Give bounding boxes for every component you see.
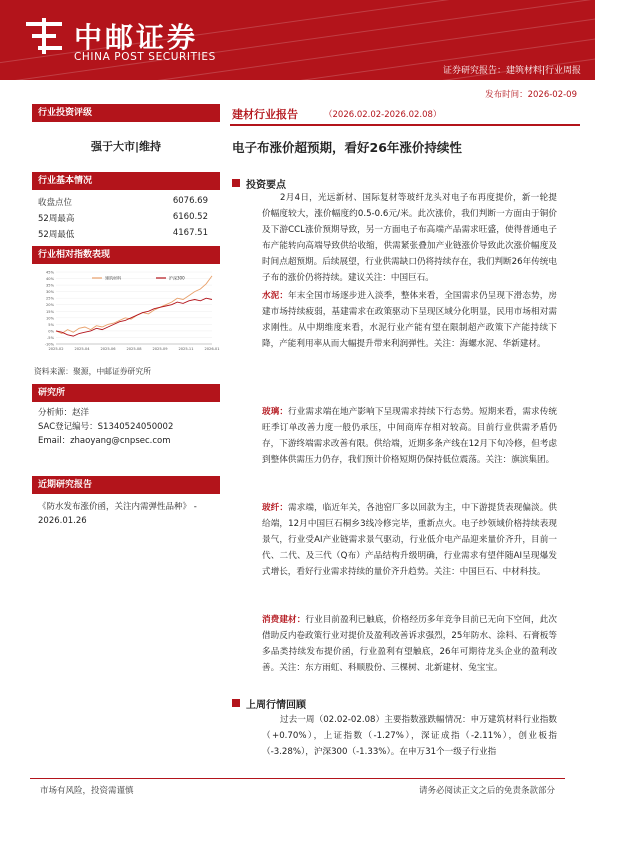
report-main-title: 电子布涨价超预期，看好26年涨价持续性 [232,140,462,155]
basic-row [38,196,214,209]
paragraph-text: 行业目前盈利已触底，价格经历多年竞争目前已无向下空间，此次借助反内卷政策行业对提价及盈利改善诉求强烈，25年防水、涂料、石膏板等多品类持续发布提价函，行业盈利有望触底，26年可期待龙头企业的盈利改善。关注：东方雨虹、科顺股份、三棵树、北新建材、兔宝宝。 [262,615,557,673]
report-category: 证券研究报告：建筑材料|行业周报 [442,66,581,76]
risk-warning: 市场有风险，投资需谨慎 [40,786,134,796]
industry-report-title: 建材行业报告 [232,108,298,121]
basic-row-value: 6160.52 [172,212,208,222]
paragraph-glass-fiber [262,500,557,580]
chart-y-tick-label: 0% [48,329,54,334]
chart-x-tick-label: 2025-11 [178,347,194,351]
disclaimer-note: 请务必阅读正文之后的免责条款部分 [418,786,555,796]
chart-y-tick-label: 20% [46,303,54,308]
section-heading: 上周行情回顾 [246,700,306,711]
analyst-sac: SAC登记编号：S1340524050002 [38,422,174,432]
chart-x-tick-label: 2025-02 [48,347,64,351]
industry-rating: 强于大市|维持 [90,140,162,153]
publish-date: 发布时间：2026-02-09 [485,90,577,100]
paragraph-label: 玻纤： [262,503,289,513]
china-post-logo-icon [22,14,66,58]
basic-row [38,212,214,225]
analyst-heading: 研究所 [32,384,220,402]
section-heading: 投资要点 [246,180,286,191]
paragraph-text: 需求端，临近年关，各池窑厂多以回款为主，中下游提货表现偏淡。供给端，12月中国巨石桐乡3线冷修完毕，重新点火。电子纱领域价格持续表现景气，行业受AI产业链需求景气驱动，行业低介电产品迎来量价齐升，目前一代、二代、及三代（Q布）产品结构升级明确，行业需求有望伴随AI呈现爆发式增长，看好行业需求持续的量价齐升趋势。关注：中国巨石、中材科技。 [262,503,557,577]
report-date-range: （2026.02.02-2026.02.08） [324,110,442,120]
chart-y-tick-label: 35% [46,283,54,288]
recent-reports-heading: 近期研究报告 [32,476,220,494]
chart-y-tick-label: 5% [48,322,54,327]
paragraph-cement [262,288,557,352]
analyst-name: 分析师：赵洋 [38,408,90,418]
paragraph-text: 年末全国市场逐步进入淡季，整体来看，全国需求仍呈现下滑态势，房建市场持续疲弱，基建需求在政策驱动下呈现区域分化明显，民用市场相对需求刚性。从中期维度来看，水泥行业产能有望在限制超产政策下产能持续下降，产能利用率从而大幅提升带来利润弹性。关注：海螺水泥、华新建材。 [262,291,557,349]
paragraph-glass [262,404,557,468]
basic-row [38,228,214,241]
paragraph-label: 消费建材： [262,615,306,625]
paragraph-market-review: 过去一周（02.02-02.08）主要指数涨跌幅情况：申万建筑材料行业指数（+0.70%），上证指数（-1.27%），深证成指（-2.11%），创业板指（-3.28%），沪深300（-1.33%）。在申万31个一级子行业指 [262,715,557,757]
chart-x-tick-label: 2025-04 [74,347,90,351]
relative-index-chart [34,266,218,358]
recent-report-link[interactable]: 《防水发布涨价函，关注内需弹性品种》 - 2026.01.26 [38,502,197,526]
chart-y-tick-label: 45% [46,270,54,275]
chart-x-tick-label: 2026-01 [204,347,220,351]
brand-name-cn: 中邮证券 [74,21,199,54]
chart-source-note: 资料来源：聚源，中邮证券研究所 [34,367,151,376]
chart-x-tick-label: 2025-06 [100,347,116,351]
section-marker-icon [232,179,240,187]
relative-performance-heading: 行业相对指数表现 [32,246,220,264]
paragraph-electronic-cloth: 2月4日，光远新材、国际复材等玻纤龙头对电子布再度提价，新一轮提价幅度较大，涨价幅度约0.5-0.6元/米。此次涨价，我们判断一方面由于铜价及下游CCL涨价预期导致，另一方面电子布高端产品需求旺盛，使得普通电子布产能转向高端导致供给收缩，供需紧张叠加产业链涨价导致此次涨价幅度及时间点超预期。后续展望，行业供需缺口仍将持续存在，我们判断26年传统电子布的涨价仍将持续。建议关注：中国巨石。 [262,193,557,283]
basic-row-key: 52周最高 [38,214,75,224]
section-marker-icon [232,699,240,707]
chart-x-tick-label: 2025-09 [152,347,168,351]
chart-x-tick-label: 2025-08 [126,347,142,351]
chart-y-tick-label: 40% [46,277,54,282]
chart-y-tick-label: 15% [46,309,54,314]
basic-row-value: 6076.69 [172,196,208,206]
paragraph-label: 水泥： [262,291,289,301]
title-divider [230,124,580,126]
footer-divider [30,778,565,779]
brand-name-en: CHINA POST SECURITIES [74,51,216,63]
paragraph-consumer-materials [262,612,557,676]
chart-legend-label: 建筑材料 [105,275,121,281]
chart-y-tick-label: 30% [46,290,54,295]
chart-y-tick-label: -10% [44,342,54,347]
basic-row-key: 52周最低 [38,230,75,240]
analyst-email: Email：zhaoyang@cnpsec.com [38,436,171,446]
basic-info-heading: 行业基本情况 [32,172,220,190]
rating-heading: 行业投资评级 [32,104,220,122]
chart-y-tick-label: -5% [47,335,54,340]
paragraph-text: 行业需求端在地产影响下呈现需求持续下行态势。短期来看，需求传统旺季订单改善力度一般仍承压，中间商库存相对较高。目前行业供需矛盾仍存，下游终端需求改善有限。供给端，近期多条产线在12月下旬冷修，但考虑到整体供需压力仍存，我们预计价格短期仍保持低位震荡。关注：旗滨集团。 [262,407,557,465]
basic-row-value: 4167.51 [172,228,208,238]
chart-legend-label: 沪深300 [169,275,185,281]
chart-y-tick-label: 25% [46,296,54,301]
basic-row-key: 收盘点位 [38,198,73,208]
paragraph-label: 玻璃： [262,407,289,417]
chart-y-tick-label: 10% [46,316,54,321]
